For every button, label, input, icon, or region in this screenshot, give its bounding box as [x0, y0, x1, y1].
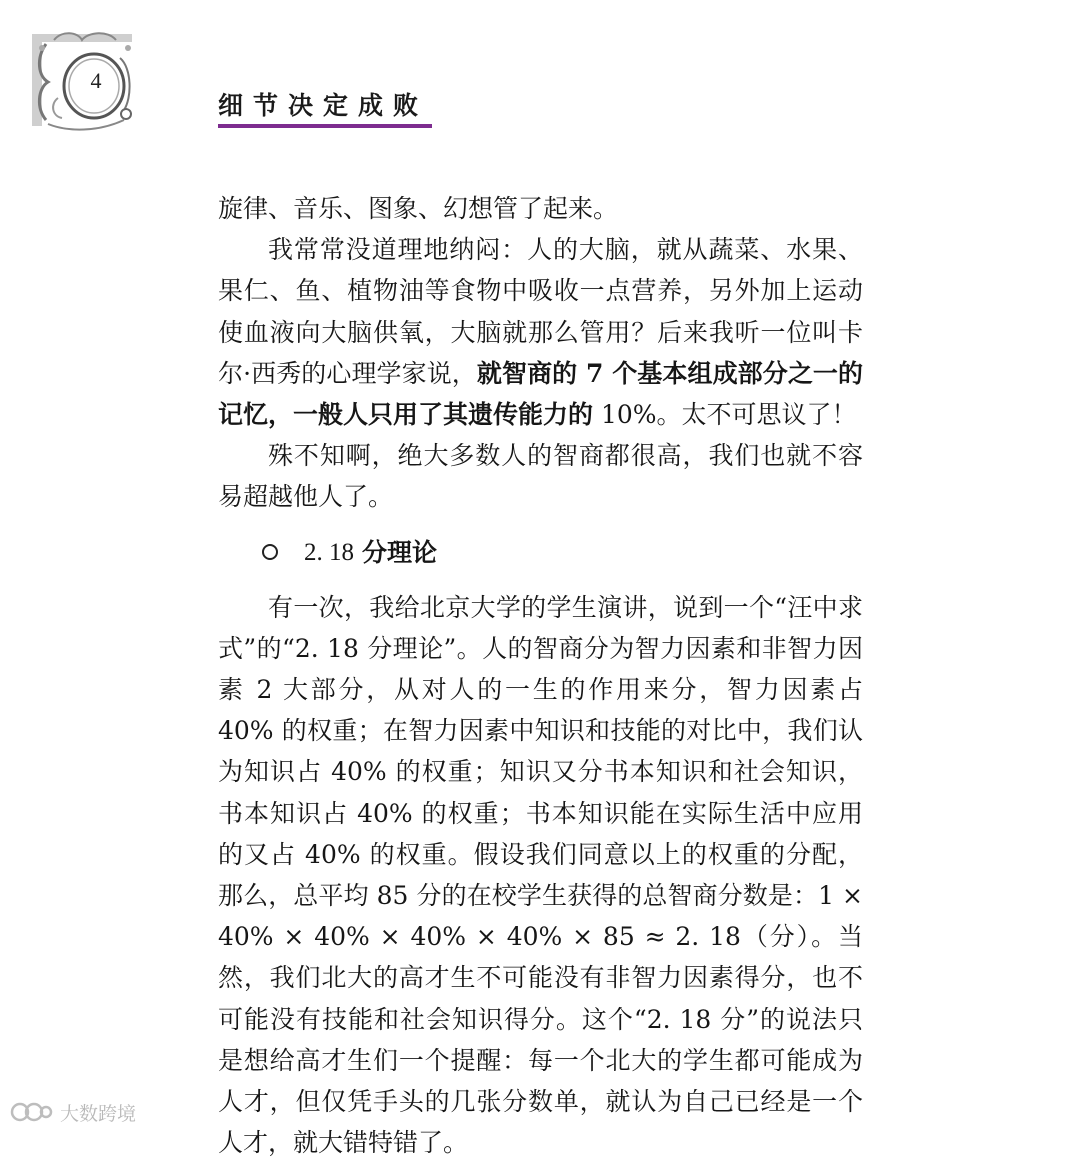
title-underline [218, 124, 432, 128]
paragraph-2-start: 我常常没道理地纳闷：人的大脑，就从蔬菜、水果、果仁、鱼、植物油等食物中吸收一点营养，另外加上运动使血液向大脑供氧，大脑就那么管用？后来我听一位叫卡尔·西秀的心理学家说， [218, 235, 863, 388]
book-title: 细节决定成败 [218, 91, 429, 120]
paragraph-3: 殊不知啊，绝大多数人的智商都很高，我们也就不容易超越他人了。 [218, 441, 863, 512]
page-number: 4 [90, 68, 102, 93]
watermark-logo-icon [10, 1098, 54, 1126]
paragraph-2-end: 10%。太不可思议了！ [593, 400, 857, 430]
circle-bullet-icon [262, 544, 278, 560]
paragraph-2-bold: 就智商的 7 个基本组成部分之一的记忆，一般人只用了其遗传能力的 [218, 358, 863, 430]
paragraph-4: 有一次，我给北京大学的学生演讲，说到一个“汪中求式”的“2. 18 分理论”。人的智商分为智力因素和非智力因素 2 大部分，从对人的一生的作用来分，智力因素占 40% 的权重；在智力因素中知识和技能的对比中，我们认为知识占 40% 的权重；知识又分书本知识和社会知识，书本知识占 40% 的权重；书本知识能在实际生活中应用的又占 40% 的权重。假设我们同意以上的权重的分配，那么，总平均 85 分的在校学生获得的总智商分数是：1 × 40% × 40% × 40% × 40% × 85 ≈ 2. 18（分）。当然，我们北大的高才生不可能没有非智力因素得分，也不可能没有技能和社会知识得分。这个“2. 18 分”的说法只是想给高才生们一个提醒：每一个北大的学生都可能成为人才，但仅凭手头的几张分数单，就认为自己已经是一个人才，就大错特错了。 [218, 592, 863, 1158]
section-number: 2. 18 [304, 538, 354, 566]
page-number-ornament [28, 28, 140, 132]
page-body [218, 188, 863, 1163]
paragraph-2 [218, 229, 863, 435]
watermark-text: 大数跨境 [60, 1102, 137, 1125]
watermark [10, 1098, 136, 1126]
paragraph-1: 旋律、音乐、图象、幻想管了起来。 [218, 194, 619, 223]
section-heading [262, 532, 863, 573]
section-title: 分理论 [362, 537, 438, 567]
